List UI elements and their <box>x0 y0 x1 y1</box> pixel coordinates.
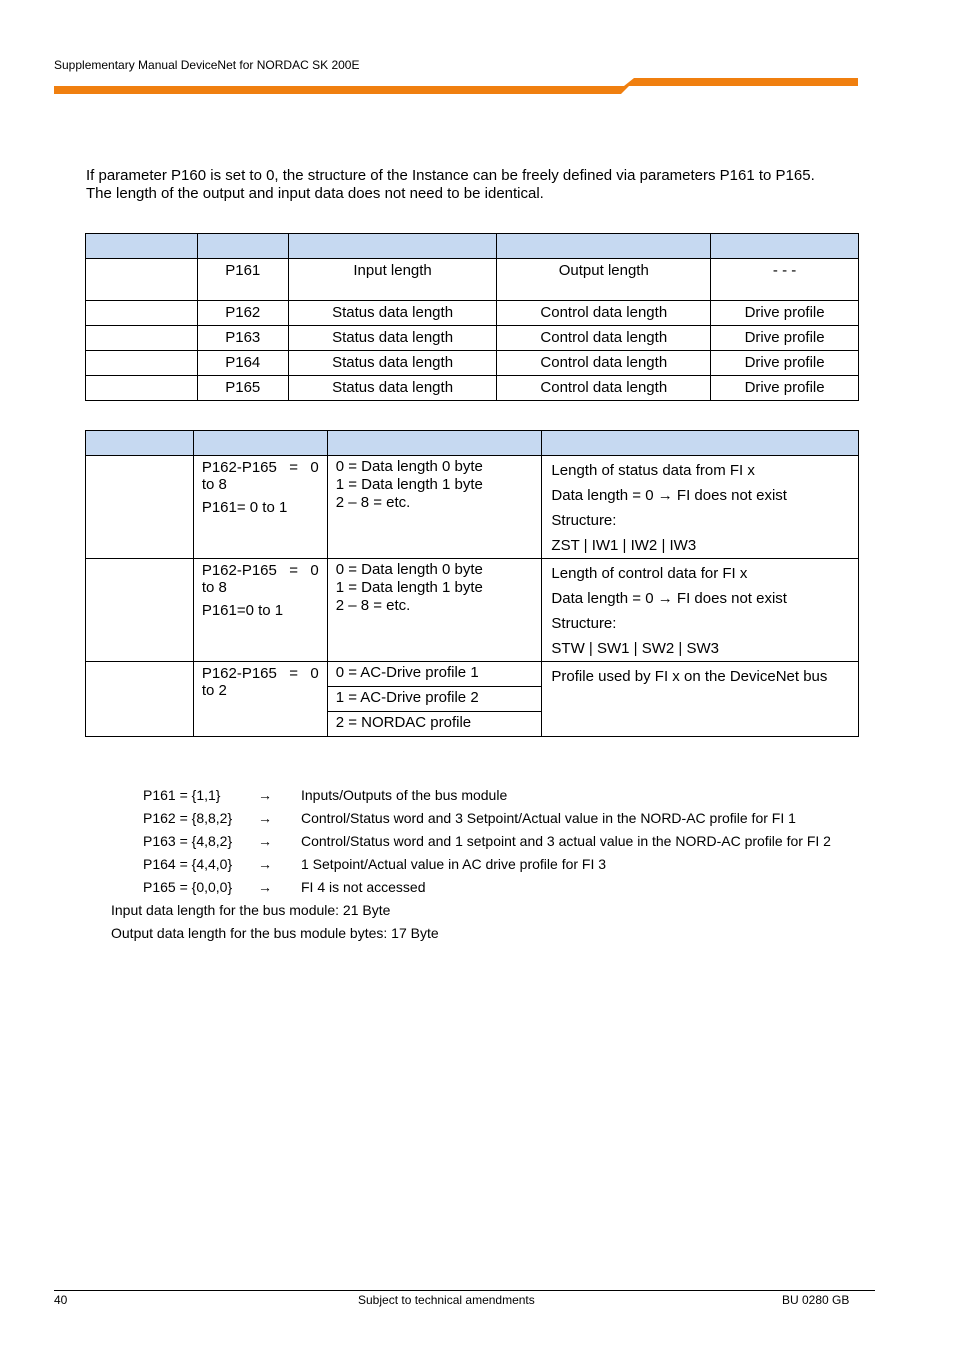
range-start: 0 <box>310 459 319 476</box>
description-line: Length of status data from FI x <box>551 462 755 479</box>
table-row <box>86 376 859 401</box>
input-cell: Status data length <box>288 326 497 351</box>
table-row <box>86 351 859 376</box>
range-from: P162-P165 <box>201 562 277 579</box>
range-cell <box>193 559 327 662</box>
value-line: 0 = Data length 0 byte <box>335 458 483 475</box>
value-line: 2 – 8 = etc. <box>335 597 411 614</box>
range-from: P162-P165 <box>201 459 277 476</box>
value-line: 1 = Data length 1 byte <box>335 476 483 493</box>
description-line: Structure: <box>551 512 617 529</box>
arrow-icon: → <box>258 787 272 803</box>
header-title: Supplementary Manual DeviceNet for NORDAC SK 200E <box>54 58 360 72</box>
param-cell: P162 <box>197 301 288 326</box>
value-cell <box>327 456 542 559</box>
description-line: Data length = 0 → FI does not exist <box>551 590 787 607</box>
footer-divider <box>54 1290 875 1291</box>
description-line: Structure: <box>551 615 617 632</box>
page-number: 40 <box>54 1293 68 1307</box>
range-p161: P161=0 to 1 <box>201 602 284 619</box>
profile-cell: Drive profile <box>711 301 859 326</box>
range-line <box>202 665 319 682</box>
table-header-row <box>86 234 859 259</box>
profile-cell: Drive profile <box>711 326 859 351</box>
input-cell: Status data length <box>288 376 497 401</box>
footer-notice: Subject to technical amendments <box>358 1293 535 1307</box>
output-cell: Control data length <box>497 351 711 376</box>
output-length-summary: Output data length for the bus module bytes: 17 Byte <box>111 925 439 941</box>
description-line: Profile used by FI x on the DeviceNet bus <box>551 668 828 685</box>
range-start: 0 <box>310 665 319 682</box>
value-line: 2 – 8 = etc. <box>335 494 411 511</box>
range-p161: P161= 0 to 1 <box>201 499 288 516</box>
output-cell: Control data length <box>497 326 711 351</box>
intro-line-1: If parameter P160 is set to 0, the structure of the Instance can be freely defined via parameters P161 to P165. <box>86 167 815 184</box>
parameter-values-table <box>85 430 859 737</box>
range-line <box>202 459 319 476</box>
value-line: 0 = Data length 0 byte <box>335 561 483 578</box>
arrow-icon: → <box>258 879 272 895</box>
param-cell: P161 <box>197 259 288 301</box>
value-line: 1 = Data length 1 byte <box>335 579 483 596</box>
range-end: to 8 <box>201 579 227 596</box>
example-description: FI 4 is not accessed <box>301 879 426 895</box>
header-accent-bar <box>54 78 858 94</box>
intro-line-2: The length of the output and input data does not need to be identical. <box>86 185 544 202</box>
example-description: Control/Status word and 3 Setpoint/Actual value in the NORD-AC profile for FI 1 <box>301 810 796 826</box>
example-param: P165 = {0,0,0} <box>143 879 233 895</box>
table-row <box>86 259 859 301</box>
param-cell: P165 <box>197 376 288 401</box>
param-cell: P163 <box>197 326 288 351</box>
arrow-icon: → <box>258 856 272 872</box>
description-cell <box>542 662 859 737</box>
arrow-icon: → <box>258 810 272 826</box>
param-cell: P164 <box>197 351 288 376</box>
table-row <box>86 662 859 687</box>
intro-paragraph <box>86 167 886 203</box>
input-length-summary: Input data length for the bus module: 21 Byte <box>111 902 391 918</box>
value-cell <box>327 559 542 662</box>
description-line: Length of control data for FI x <box>551 565 748 582</box>
header-accent-shape <box>54 78 858 94</box>
example-description: 1 Setpoint/Actual value in AC drive profile for FI 3 <box>301 856 607 872</box>
input-cell: Status data length <box>288 301 497 326</box>
range-end: to 2 <box>201 682 227 699</box>
profile-cell: Drive profile <box>711 351 859 376</box>
range-line <box>202 562 319 579</box>
example-param: P162 = {8,8,2} <box>143 810 233 826</box>
profile-cell: - - - <box>711 259 859 301</box>
arrow-icon: → <box>258 833 272 849</box>
input-cell: Status data length <box>288 351 497 376</box>
range-from: P162-P165 <box>201 665 277 682</box>
range-cell <box>193 662 327 737</box>
example-param: P164 = {4,4,0} <box>143 856 233 872</box>
table-header-row <box>86 431 859 456</box>
description-line: Data length = 0 → FI does not exist <box>551 487 787 504</box>
range-equals: = <box>289 459 298 476</box>
table-row <box>86 326 859 351</box>
parameter-structure-table <box>85 233 859 401</box>
value-cell: 0 = AC-Drive profile 1 <box>327 662 542 687</box>
range-start: 0 <box>310 562 319 579</box>
output-cell: Control data length <box>497 376 711 401</box>
output-cell: Control data length <box>497 301 711 326</box>
value-cell: 2 = NORDAC profile <box>327 712 542 737</box>
description-line: STW | SW1 | SW2 | SW3 <box>551 640 719 657</box>
table-row <box>86 559 859 662</box>
range-equals: = <box>289 562 298 579</box>
document-id: BU 0280 GB <box>782 1293 850 1307</box>
profile-cell: Drive profile <box>711 376 859 401</box>
value-cell: 1 = AC-Drive profile 2 <box>327 687 542 712</box>
description-line: ZST | IW1 | IW2 | IW3 <box>551 537 697 554</box>
range-equals: = <box>289 665 298 682</box>
description-cell <box>542 456 859 559</box>
example-description: Control/Status word and 1 setpoint and 3 actual value in the NORD-AC profile for FI 2 <box>301 833 831 849</box>
description-cell <box>542 559 859 662</box>
example-description: Inputs/Outputs of the bus module <box>301 787 508 803</box>
range-cell <box>193 456 327 559</box>
example-param: P163 = {4,8,2} <box>143 833 233 849</box>
example-param: P161 = {1,1} <box>143 787 221 803</box>
input-cell: Input length <box>288 259 497 301</box>
output-cell: Output length <box>497 259 711 301</box>
table-row <box>86 456 859 559</box>
range-end: to 8 <box>201 476 227 493</box>
table-row <box>86 301 859 326</box>
